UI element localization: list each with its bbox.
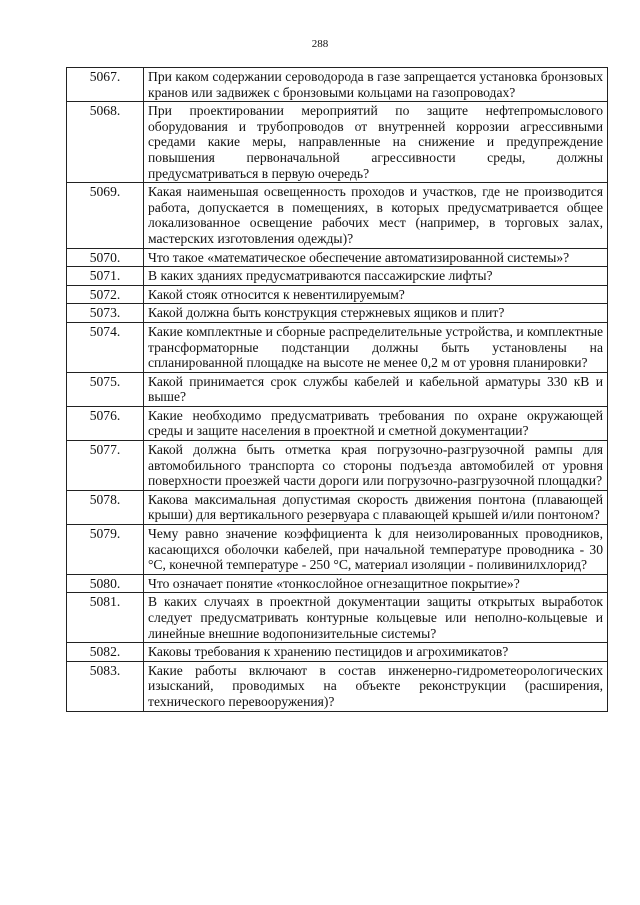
table-row [67, 183, 608, 248]
question-number: 5083. [67, 661, 144, 711]
table-row [67, 285, 608, 304]
question-text: Какой принимается срок службы кабелей и кабельной арматуры 330 кВ и выше? [144, 372, 608, 406]
table-row [67, 406, 608, 440]
table-row [67, 304, 608, 323]
table-row [67, 102, 608, 183]
question-text: Что такое «математическое обеспечение автоматизированной системы»? [144, 248, 608, 267]
question-text: Какова максимальная допустимая скорость движения понтона (плавающей крыши) для вертикального резервуара с плавающей крышей и/или понтоном? [144, 490, 608, 524]
table-row [67, 68, 608, 102]
question-number: 5079. [67, 525, 144, 575]
table-row [67, 643, 608, 662]
question-number: 5072. [67, 285, 144, 304]
question-text: Какой должна быть отметка края погрузочно-разгрузочной рампы для автомобильного транспорта со стороны подъезда автомобилей от уровня поверхности проезжей части дороги или погрузочно-разгрузочной площадки? [144, 441, 608, 491]
question-text: Какой должна быть конструкция стержневых ящиков и плит? [144, 304, 608, 323]
question-number: 5073. [67, 304, 144, 323]
table-row [67, 593, 608, 643]
question-number: 5068. [67, 102, 144, 183]
table-row [67, 372, 608, 406]
question-number: 5067. [67, 68, 144, 102]
table-row [67, 322, 608, 372]
question-number: 5070. [67, 248, 144, 267]
question-number: 5082. [67, 643, 144, 662]
table-row [67, 267, 608, 286]
questions-table [66, 67, 608, 712]
question-text: Какая наименьшая освещенность проходов и участков, где не производится работа, допускается в помещениях, в которых предусматривается общее локализованное освещение рабочих мест (например, в торговых залах, мастерских изготовления одежды)? [144, 183, 608, 248]
question-text: При проектировании мероприятий по защите нефтепромыслового оборудования и трубопроводов от внутренней коррозии агрессивными средами какие меры, направленные на снижение и предупреждение повышения первоначальной агрессивности среды, должны предусматриваться в первую очередь? [144, 102, 608, 183]
question-text: При каком содержании сероводорода в газе запрещается установка бронзовых кранов или задвижек с бронзовыми кольцами на газопроводах? [144, 68, 608, 102]
question-text: Какие необходимо предусматривать требования по охране окружающей среды и защите населения в проектной и сметной документации? [144, 406, 608, 440]
question-text: В каких зданиях предусматриваются пассажирские лифты? [144, 267, 608, 286]
question-text: Чему равно значение коэффициента k для неизолированных проводников, касающихся оболочки кабелей, при начальной температуре проводника - 30 °С, конечной температуре - 250 °С, материал изоляции - поливинилхлорид? [144, 525, 608, 575]
table-row [67, 525, 608, 575]
table-row [67, 574, 608, 593]
question-number: 5081. [67, 593, 144, 643]
question-text: Что означает понятие «тонкослойное огнезащитное покрытие»? [144, 574, 608, 593]
question-number: 5075. [67, 372, 144, 406]
table-row [67, 248, 608, 267]
question-number: 5071. [67, 267, 144, 286]
table-row [67, 661, 608, 711]
question-text: Какие комплектные и сборные распределительные устройства, и комплектные трансформаторные подстанции должны быть установлены на спланированной площадке на высоте не менее 0,2 м от уровня планировки? [144, 322, 608, 372]
questions-table-body [67, 68, 608, 712]
question-text: В каких случаях в проектной документации защиты открытых выработок следует предусматривать контурные кольцевые или неполно-кольцевые и линейные внешние водопонизительные системы? [144, 593, 608, 643]
question-number: 5080. [67, 574, 144, 593]
question-number: 5076. [67, 406, 144, 440]
question-text: Какие работы включают в состав инженерно-гидрометеорологических изысканий, проводимых на объекте реконструкции (расширения, технического перевооружения)? [144, 661, 608, 711]
question-number: 5077. [67, 441, 144, 491]
table-row [67, 441, 608, 491]
question-number: 5078. [67, 490, 144, 524]
question-number: 5069. [67, 183, 144, 248]
question-text: Каковы требования к хранению пестицидов и агрохимикатов? [144, 643, 608, 662]
page-number: 288 [311, 38, 329, 50]
question-text: Какой стояк относится к невентилируемым? [144, 285, 608, 304]
table-row [67, 490, 608, 524]
question-number: 5074. [67, 322, 144, 372]
